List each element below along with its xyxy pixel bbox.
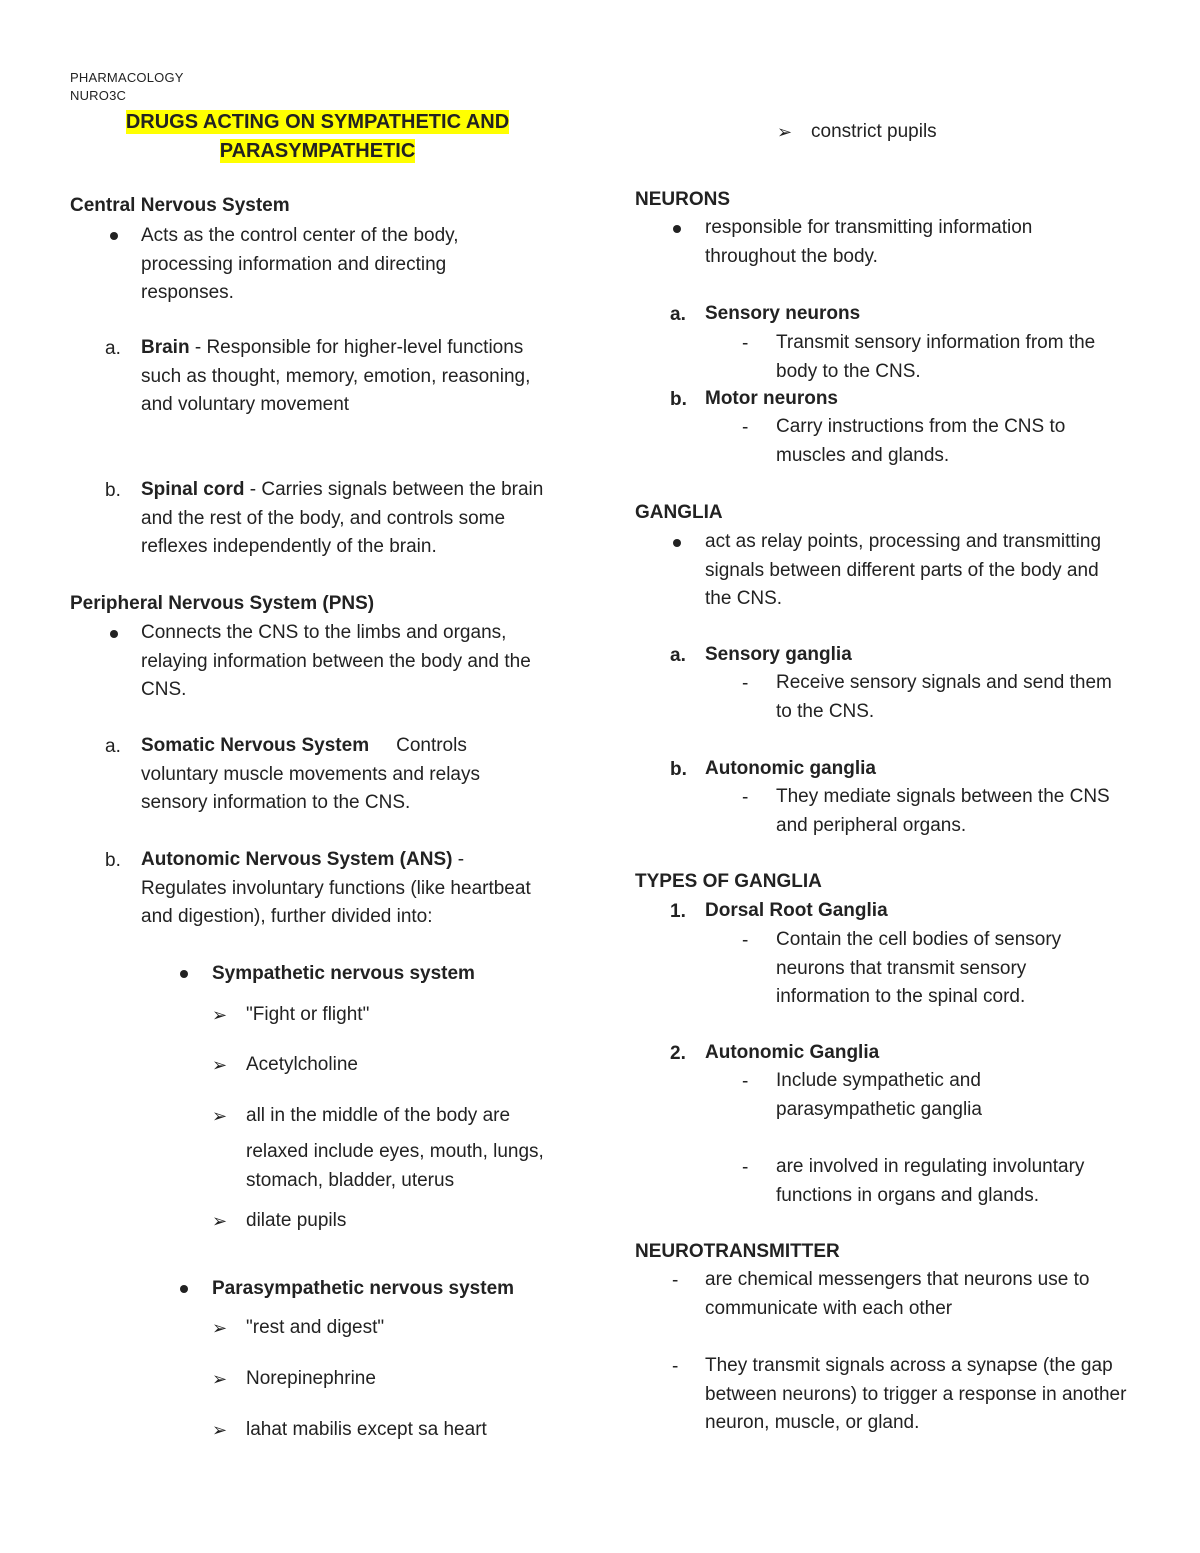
- list-marker: b.: [670, 759, 687, 780]
- neurons-heading: NEURONS: [635, 189, 731, 210]
- dorsal-root-text: Contain the cell bodies of sensory neurons that transmit sensory information to the spinal cord.: [776, 929, 1062, 1007]
- arrow-icon: ➢: [777, 122, 793, 142]
- list-marker: 1.: [670, 901, 686, 922]
- parasympathetic-item: lahat mabilis except sa heart: [246, 1419, 487, 1440]
- neurotransmitter-heading: NEUROTRANSMITTER: [635, 1241, 840, 1262]
- arrow-icon: ➢: [212, 1369, 228, 1389]
- autonomic-ganglia-type-text-2: are involved in regulating involuntary functions in organs and glands.: [776, 1156, 1085, 1206]
- dash-marker: -: [742, 333, 749, 354]
- ganglia-description: act as relay points, processing and transmitting signals between different parts of the body and the CNS.: [705, 531, 1102, 609]
- dash-marker: -: [742, 673, 749, 694]
- brain-item: [141, 334, 541, 420]
- pns-heading: Peripheral Nervous System (PNS): [70, 593, 375, 614]
- somatic-term: Somatic Nervous System: [141, 735, 370, 756]
- neurons-description: responsible for transmitting information throughout the body.: [705, 217, 1033, 267]
- ganglia-heading: GANGLIA: [635, 502, 723, 523]
- dash-marker: -: [742, 1157, 749, 1178]
- list-marker: 2.: [670, 1043, 686, 1064]
- dash-marker: -: [672, 1270, 679, 1291]
- spinal-item: [141, 476, 561, 562]
- list-marker: a.: [670, 645, 686, 666]
- sensory-neurons-term: Sensory neurons: [705, 303, 861, 324]
- bullet-icon: [110, 232, 118, 240]
- neurotransmitter-text: are chemical messengers that neurons use to communicate with each other: [705, 1269, 1090, 1319]
- dash-marker: -: [742, 787, 749, 808]
- somatic-item: [141, 732, 541, 818]
- dash-marker: -: [672, 1356, 679, 1377]
- dash-marker: -: [742, 1071, 749, 1092]
- neurotransmitter-text-2: They transmit signals across a synapse (the gap between neurons) to trigger a response in another neuron, muscle, or gland.: [705, 1355, 1127, 1433]
- autonomic-ganglia-term: Autonomic ganglia: [705, 758, 876, 779]
- bullet-icon: [673, 539, 681, 547]
- types-heading: TYPES OF GANGLIA: [635, 871, 822, 892]
- sympathetic-item: all in the middle of the body are: [246, 1105, 511, 1126]
- arrow-icon: ➢: [212, 1005, 228, 1025]
- arrow-icon: ➢: [212, 1055, 228, 1075]
- sympathetic-item: Acetylcholine: [246, 1054, 358, 1075]
- list-marker: a.: [670, 304, 686, 325]
- title-line-1: DRUGS ACTING ON SYMPATHETIC AND: [125, 111, 510, 133]
- ans-item: [141, 846, 536, 932]
- bullet-icon: [673, 225, 681, 233]
- autonomic-ganglia-text: They mediate signals between the CNS and peripheral organs.: [776, 786, 1110, 836]
- sensory-neurons-text: Transmit sensory information from the body to the CNS.: [776, 332, 1096, 382]
- arrow-icon: ➢: [212, 1318, 228, 1338]
- arrow-icon: ➢: [212, 1211, 228, 1231]
- title-line-2: PARASYMPATHETIC: [219, 140, 416, 162]
- sympathetic-item: constrict pupils: [811, 121, 937, 142]
- list-marker: b.: [670, 389, 687, 410]
- autonomic-ganglia-type-text: Include sympathetic and parasympathetic ganglia: [776, 1070, 982, 1120]
- ans-text: - Regulates involuntary functions (like heartbeat and digestion), further divided into:: [141, 849, 531, 927]
- bullet-icon: [110, 630, 118, 638]
- course-name: PHARMACOLOGY: [70, 70, 184, 85]
- arrow-icon: ➢: [212, 1106, 228, 1126]
- document-title: [70, 108, 565, 166]
- cns-heading: Central Nervous System: [70, 195, 290, 216]
- list-marker: b.: [105, 480, 121, 501]
- dash-marker: -: [742, 417, 749, 438]
- brain-text: - Responsible for higher-level functions such as thought, memory, emotion, reasoning, and voluntary movement: [141, 337, 531, 415]
- list-marker: b.: [105, 850, 121, 871]
- spinal-text: - Carries signals between the brain and the rest of the body, and controls some reflexes independently of the brain.: [141, 479, 544, 557]
- list-marker: a.: [105, 736, 121, 757]
- motor-neurons-text: Carry instructions from the CNS to muscles and glands.: [776, 416, 1066, 466]
- sympathetic-item: dilate pupils: [246, 1210, 347, 1231]
- course-code: NURO3C: [70, 88, 127, 103]
- sensory-ganglia-term: Sensory ganglia: [705, 644, 852, 665]
- bullet-icon: [180, 970, 188, 978]
- sympathetic-item: "Fight or flight": [246, 1004, 370, 1025]
- somatic-text: Controls voluntary muscle movements and relays sensory information to the CNS.: [141, 735, 480, 813]
- parasympathetic-item: "rest and digest": [246, 1317, 385, 1338]
- sensory-ganglia-text: Receive sensory signals and send them to the CNS.: [776, 672, 1112, 722]
- dash-marker: -: [742, 930, 749, 951]
- dorsal-root-term: Dorsal Root Ganglia: [705, 900, 888, 921]
- list-marker: a.: [105, 338, 121, 359]
- bullet-icon: [180, 1285, 188, 1293]
- ans-term: Autonomic Nervous System (ANS): [141, 849, 453, 870]
- brain-term: Brain: [141, 337, 190, 358]
- arrow-icon: ➢: [212, 1420, 228, 1440]
- spinal-term: Spinal cord: [141, 479, 245, 500]
- sympathetic-item: relaxed include eyes, mouth, lungs, stomach, bladder, uterus: [246, 1141, 544, 1191]
- motor-neurons-term: Motor neurons: [705, 388, 838, 409]
- sympathetic-label: Sympathetic nervous system: [212, 963, 475, 984]
- cns-description: Acts as the control center of the body, processing information and directing responses.: [141, 225, 459, 303]
- parasympathetic-item: Norepinephrine: [246, 1368, 376, 1389]
- autonomic-ganglia-type-term: Autonomic Ganglia: [705, 1042, 880, 1063]
- parasympathetic-label: Parasympathetic nervous system: [212, 1278, 515, 1299]
- pns-description: Connects the CNS to the limbs and organs, relaying information between the body and the CNS.: [141, 622, 531, 700]
